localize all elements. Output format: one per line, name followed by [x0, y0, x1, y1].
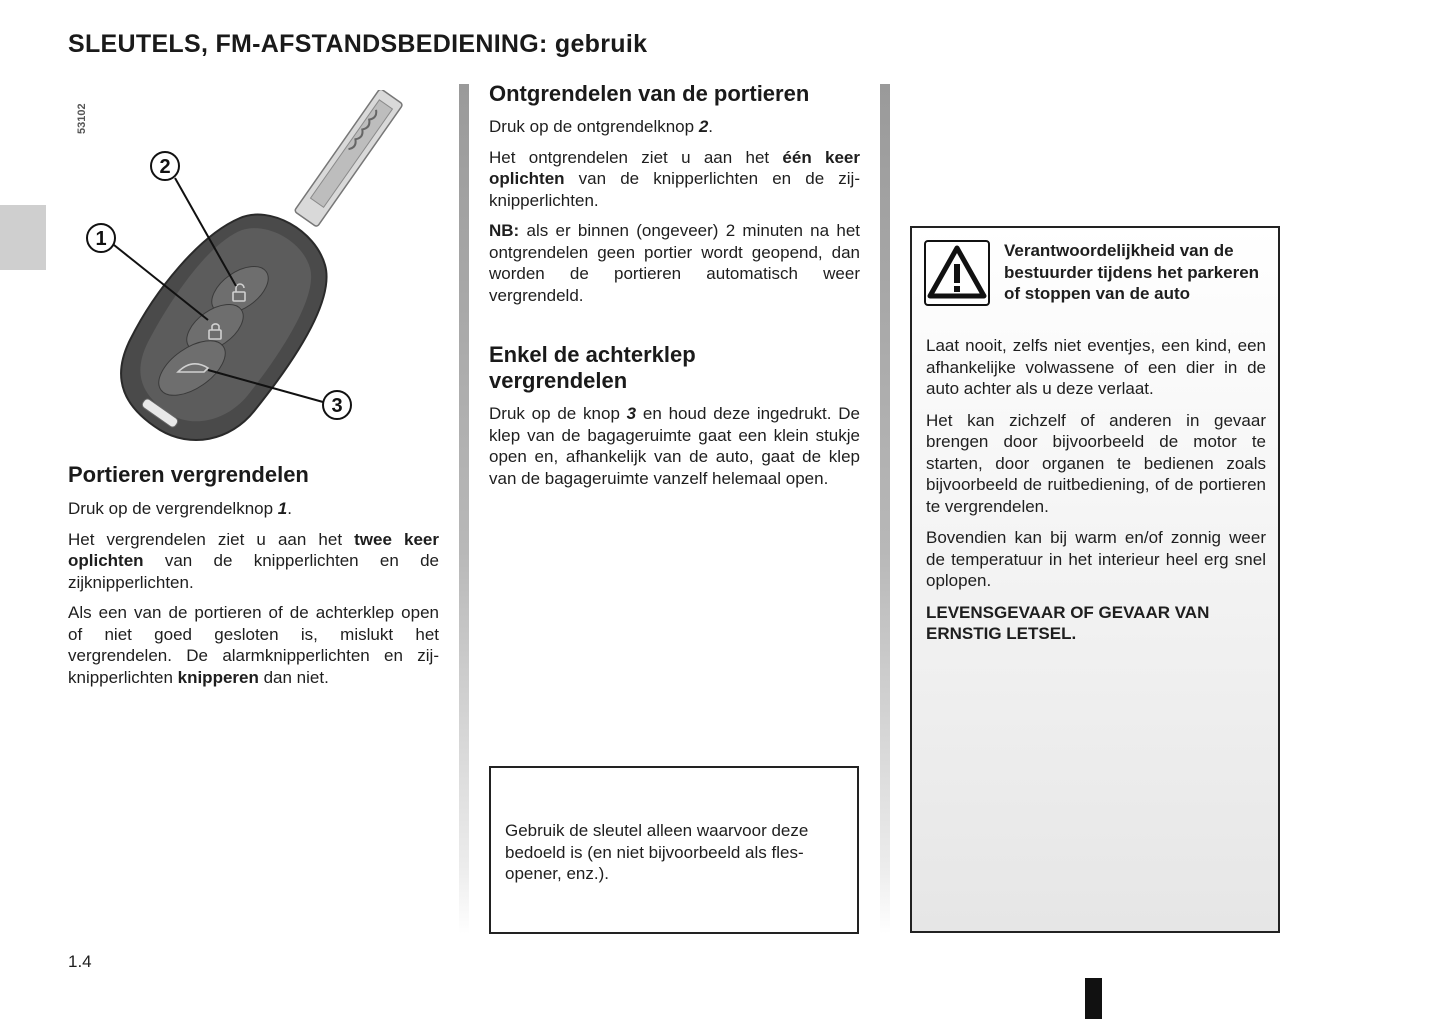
paragraph: NB: als er binnen (ongeveer) 2 minuten na het ontgrendelen geen portier wordt geopend, dan worden de portieren automatisch weer vergrendeld. — [489, 221, 860, 305]
section-heading: Portieren vergrendelen — [68, 462, 309, 487]
chapter-tab-marker — [0, 205, 46, 270]
section-heading: Ontgrendelen van de portieren — [489, 81, 810, 106]
warning-heading: Verantwoordelijkheid van de bestuurder tijdens het parkeren of stoppen van de auto — [1004, 241, 1260, 303]
callout-3 — [323, 391, 351, 419]
callout-2 — [151, 152, 179, 180]
column-divider — [880, 84, 890, 934]
section-lock-doors — [68, 462, 439, 697]
paragraph: Bovendien kan bij warm en/of zonnig weer de temperatuur in het interieur heel erg snel oplopen. — [926, 528, 1266, 590]
paragraph: Druk op de ontgrendelknop 2. — [489, 117, 714, 136]
column-divider — [459, 84, 469, 934]
callout-1 — [87, 224, 115, 252]
svg-text:3: 3 — [331, 395, 343, 417]
section-heading: Enkel de achterklep vergrendelen — [489, 342, 696, 393]
paragraph: Het ontgrendelen ziet u aan het één keer oplichten van de knipperlichten en de zijknipperlichten. — [489, 147, 860, 210]
edge-marker — [1085, 978, 1102, 1019]
paragraph: Als een van de portieren of de achterklep open of niet goed gesloten is, mislukt het vergrendelen. De alarmknipperlichten en zijknipperlichten knipperen dan niet. — [68, 603, 439, 687]
warning-triangle-icon — [924, 240, 990, 306]
figure-code: 53102 — [76, 103, 88, 134]
note-text: Gebruik de sleutel alleen waarvoor deze bedoeld is (en niet bijvoorbeeld als flesopener, enz.). — [505, 821, 809, 883]
warning-box — [910, 226, 1280, 933]
paragraph: Het kan zichzelf of anderen in gevaar brengen door bijvoorbeeld de motor te starten, door organen te bedienen zoals bijvoorbeeld de ruitbediening, of de portieren te vergrendelen. — [926, 410, 1266, 516]
key-blade — [294, 90, 403, 227]
page-number: 1.4 — [68, 952, 92, 971]
page-title: SLEUTELS, FM-AFSTANDSBEDIENING: gebruik — [68, 30, 648, 58]
warning-body — [926, 335, 1266, 655]
svg-text:2: 2 — [159, 156, 171, 178]
section-unlock-doors — [489, 81, 860, 315]
svg-text:1: 1 — [95, 228, 107, 250]
key-illustration — [80, 90, 410, 450]
paragraph: Druk op de vergrendelknop 1. — [68, 499, 292, 518]
section-tailgate — [489, 342, 860, 498]
warning-final: LEVENSGEVAAR OF GEVAAR VAN ERNSTIG LETSEL. — [926, 602, 1210, 643]
paragraph: Laat nooit, zelfs niet eventjes, een kind, een afhankelijke volwassene of een dier in de auto achter als u deze verlaat. — [926, 336, 1266, 398]
note-box — [489, 766, 859, 934]
paragraph: Het vergrendelen ziet u aan het twee keer oplichten van de knipperlichten en de zijknipperlichten. — [68, 529, 440, 592]
paragraph: Druk op de knop 3 en houd deze ingedrukt. De klep van de bagageruimte gaat een klein stukje open en, afhankelijk van de auto, gaat de klep van de bagageruimte vanzelf helemaal open. — [489, 404, 860, 488]
